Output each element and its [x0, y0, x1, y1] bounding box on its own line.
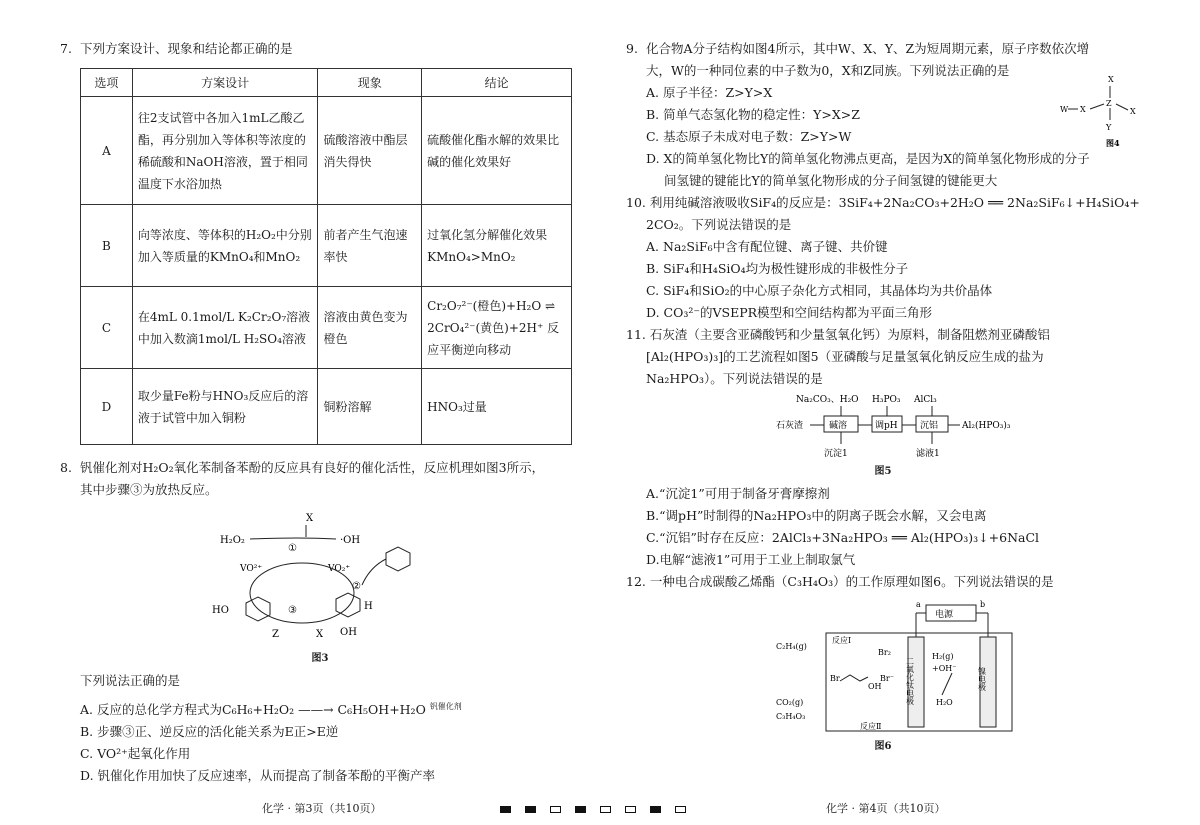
- header-option: 选项: [81, 69, 133, 97]
- figure-6-caption: 图6: [874, 741, 892, 752]
- header-phenomenon: 现象: [318, 69, 422, 97]
- table-row: [81, 205, 572, 287]
- center-mark: [500, 806, 511, 813]
- question-11-option-d: D.电解“滤液1”可用于工业上制取氯气: [646, 552, 856, 567]
- fig6-brminus: Br⁻: [880, 674, 894, 683]
- fig6-br: Br: [830, 674, 840, 683]
- fig3-arrow-benzene: [362, 559, 386, 585]
- fig3-ho: HO: [212, 605, 229, 616]
- fig4-x-mid: X: [1080, 105, 1086, 114]
- row-design: 往2支试管中各加入1mL乙酸乙酯，再分别加入等体积等浓度的稀硫酸和NaOH溶液，置于相同温度下水浴加热: [132, 97, 318, 205]
- row-design: 在4mL 0.1mol/L K₂Cr₂O₇溶液中加入数滴1mol/L H₂SO₄溶液: [132, 287, 318, 369]
- fig6-h2: H₂(g): [932, 652, 954, 661]
- header-conclusion: 结论: [422, 69, 572, 97]
- row-conclusion: 硫酸催化酯水解的效果比碱的催化效果好: [422, 97, 572, 205]
- center-mark: [600, 806, 611, 813]
- fig6-elec1-label: 二氧化钛电极: [905, 657, 915, 705]
- fig4-x-top: X: [1108, 75, 1114, 84]
- center-mark: [675, 806, 686, 813]
- question-11-stem: 11. 石灰渣（主要含亚磷酸钙和少量氢氧化钙）为原料，制备阻燃剂亚磷酸铝: [626, 327, 1050, 342]
- question-11-stem-cont2: Na₂HPO₃）。下列说法错误的是: [646, 371, 823, 386]
- flow-product: Al₂(HPO₃)₃: [962, 421, 1011, 431]
- fig3-cycle: [250, 563, 354, 623]
- table-header-row: [81, 69, 572, 97]
- fig6-br2: Br₂: [878, 648, 891, 657]
- fig4-z: Z: [1106, 99, 1112, 108]
- fig3-z: Z: [272, 629, 279, 640]
- fig3-step3: ③: [288, 605, 297, 616]
- fig3-vo2: VO₂⁺: [328, 564, 351, 574]
- fig3-x-bottom: X: [316, 629, 324, 640]
- fig4-y: Y: [1106, 123, 1112, 132]
- row-conclusion: Cr₂O₇²⁻(橙色)+H₂O ⇌ 2CrO₄²⁻(黄色)+2H⁺ 反应平衡逆向移动: [422, 287, 572, 369]
- question-8-option-a: A. 反应的总化学方程式为C₆H₆+H₂O₂ ——→ C₆H₅OH+H₂O $^{钒催化剂}$: [80, 702, 462, 718]
- row-phenomenon: 铜粉溶解: [318, 369, 422, 445]
- question-7-stem: 7. 下列方案设计、现象和结论都正确的是: [60, 41, 293, 56]
- footer-left: 化学 · 第3页（共10页）: [262, 802, 382, 815]
- flow-in2: H₃PO₃: [872, 395, 901, 405]
- question-10-option-d: D. CO₃²⁻的VSEPR模型和空间结构都为平面三角形: [646, 305, 933, 320]
- row-option: A: [81, 97, 133, 205]
- fig6-product: C₃H₄O₃: [776, 712, 806, 721]
- fig6-a: a: [916, 600, 921, 609]
- figure-6-diagram: [776, 597, 1036, 735]
- question-9-option-d-cont: 间氢键的键能比Y的简单氢化物形成的分子间氢键的键能更大: [664, 173, 998, 188]
- question-9-option-c: C. 基态原子未成对电子数：Z>Y>W: [646, 129, 852, 144]
- flow-out2: 滤液1: [916, 449, 940, 459]
- fig3-h2o2: H₂O₂: [220, 535, 245, 546]
- fig6-power-label: 电源: [935, 610, 954, 620]
- question-10-stem-cont: 2CO₂。下列说法错误的是: [646, 217, 792, 232]
- question-10-option-c: C. SiF₄和SiO₂的中心原子杂化方式相同，其晶体均为共价晶体: [646, 283, 993, 298]
- fig6-r2: 反应Ⅱ: [860, 722, 882, 731]
- table-row: [81, 369, 572, 445]
- row-conclusion: 过氧化氢分解催化效果KMnO₄>MnO₂: [422, 205, 572, 287]
- question-8-option-c: C. VO²⁺起氧化作用: [80, 746, 191, 762]
- question-9-stem-cont: 大，W的一种同位素的中子数为0，X和Z同族。下列说法正确的是: [646, 63, 1010, 78]
- flow-box2-label: 调pH: [875, 421, 898, 431]
- question-10-option-b: B. SiF₄和H₄SiO₄均为极性键形成的非极性分子: [646, 261, 909, 276]
- center-mark: [525, 806, 536, 813]
- question-11-option-a: A.“沉淀1”可用于制备牙膏摩擦剂: [646, 486, 830, 501]
- row-phenomenon: 前者产生气泡速率快: [318, 205, 422, 287]
- left-page: [60, 38, 580, 787]
- flow-box1-label: 碱溶: [829, 421, 848, 431]
- row-phenomenon: 硫酸溶液中酯层消失得快: [318, 97, 422, 205]
- figure-3-diagram: [210, 507, 510, 647]
- fig6-c2h4: C₂H₄(g): [776, 642, 807, 651]
- arrow-condition: 钒催化剂: [429, 702, 462, 711]
- question-11-stem-cont: [Al₂(HPO₃)₃]的工艺流程如图5（亚磷酸与足量氢氧化钠反应生成的盐为: [646, 349, 1044, 364]
- question-11-option-c: C.“沉铝”时存在反应：2AlCl₃+3Na₂HPO₃ ══ Al₂(HPO₃)₃↓+6NaCl: [646, 530, 1040, 545]
- fig3-benzene-top: [386, 547, 410, 571]
- question-8-prompt: 下列说法正确的是: [80, 673, 181, 688]
- center-mark: [550, 806, 561, 813]
- question-8-stem: 8. 钒催化剂对H₂O₂氧化苯制备苯酚的反应具有良好的催化活性，反应机理如图3所示，: [60, 460, 545, 475]
- question-11-option-b: B.“调pH”时制得的Na₂HPO₃中的阴离子既会水解，又会电离: [646, 508, 987, 523]
- center-mark: [650, 806, 661, 813]
- fig3-oh: ·OH: [340, 535, 361, 546]
- fig6-ohm: +OH⁻: [932, 664, 957, 673]
- fig6-b: b: [980, 600, 986, 609]
- fig3-step1: ①: [288, 543, 297, 554]
- row-option: B: [81, 205, 133, 287]
- fig3-h: H: [364, 601, 373, 612]
- figure-5-flowchart: [776, 392, 1036, 462]
- row-phenomenon: 溶液由黄色变为橙色: [318, 287, 422, 369]
- fig3-oh2: OH: [340, 627, 357, 638]
- flow-in1: Na₂CO₃、H₂O: [796, 395, 859, 405]
- flow-start: 石灰渣: [776, 421, 804, 431]
- figure-4-structure: [1060, 70, 1150, 150]
- fig6-h2o: H₂O: [936, 698, 953, 707]
- question-10-option-a: A. Na₂SiF₆中含有配位键、离子键、共价键: [646, 239, 888, 254]
- fig3-vo2plus: VO²⁺: [240, 564, 263, 574]
- row-design: 取少量Fe粉与HNO₃反应后的溶液于试管中加入铜粉: [132, 369, 318, 445]
- fig3-arrow-top: [250, 538, 336, 539]
- center-mark: [625, 806, 636, 813]
- fig4-x-right: X: [1130, 107, 1136, 116]
- footer-right: 化学 · 第4页（共10页）: [826, 802, 946, 815]
- fig4-w: W: [1060, 105, 1069, 114]
- table-row: [81, 97, 572, 205]
- flow-box3-label: 沉铝: [920, 421, 939, 431]
- figure-3-caption: 图3: [311, 653, 329, 664]
- question-7-table: [80, 68, 572, 445]
- header-design: 方案设计: [132, 69, 318, 97]
- center-marks: [500, 803, 700, 816]
- fig3-x-top: X: [306, 513, 314, 524]
- figure-5-caption: 图5: [874, 466, 892, 477]
- fig6-elec2-label: 镍电极: [977, 667, 987, 691]
- question-9-option-b: B. 简单气态氢化物的稳定性：Y>X>Z: [646, 107, 860, 122]
- question-8-option-d: D. 钒催化作用加快了反应速率，从而提高了制备苯酚的平衡产率: [80, 768, 436, 784]
- row-conclusion: HNO₃过量: [422, 369, 572, 445]
- question-9-stem: 9. 化合物A分子结构如图4所示，其中W、X、Y、Z为短周期元素，原子序数依次增: [626, 41, 1090, 56]
- fig3-step2: ②: [352, 581, 361, 592]
- row-design: 向等浓度、等体积的H₂O₂中分别加入等质量的KMnO₄和MnO₂: [132, 205, 318, 287]
- fig6-r1: 反应Ⅰ: [832, 636, 852, 645]
- row-option: C: [81, 287, 133, 369]
- question-8-option-b: B. 步骤③正、逆反应的活化能关系为E正>E逆: [80, 724, 339, 740]
- fig6-oh: OH: [868, 682, 882, 691]
- flow-out1: 沉淀1: [824, 449, 848, 459]
- question-12-stem: 12. 一种电合成碳酸乙烯酯（C₃H₄O₃）的工作原理如图6。下列说法错误的是: [626, 574, 1054, 589]
- table-row: [81, 287, 572, 369]
- question-9-option-a: A. 原子半径：Z>Y>X: [646, 85, 773, 100]
- fig6-co2: CO₂(g): [776, 698, 804, 707]
- question-10-stem: 10. 利用纯碱溶液吸收SiF₄的反应是：3SiF₄+2Na₂CO₃+2H₂O ══ 2Na₂SiF₆↓+H₄SiO₄+: [626, 195, 1140, 210]
- figure-4-caption: 图4: [1106, 138, 1120, 148]
- question-9-option-d: D. X的简单氢化物比Y的简单氢化物沸点更高，是因为X的简单氢化物形成的分子: [646, 151, 1090, 166]
- question-8-stem-cont: 其中步骤③为放热反应。: [80, 482, 218, 497]
- center-mark: [575, 806, 586, 813]
- row-option: D: [81, 369, 133, 445]
- flow-in3: AlCl₃: [914, 395, 937, 405]
